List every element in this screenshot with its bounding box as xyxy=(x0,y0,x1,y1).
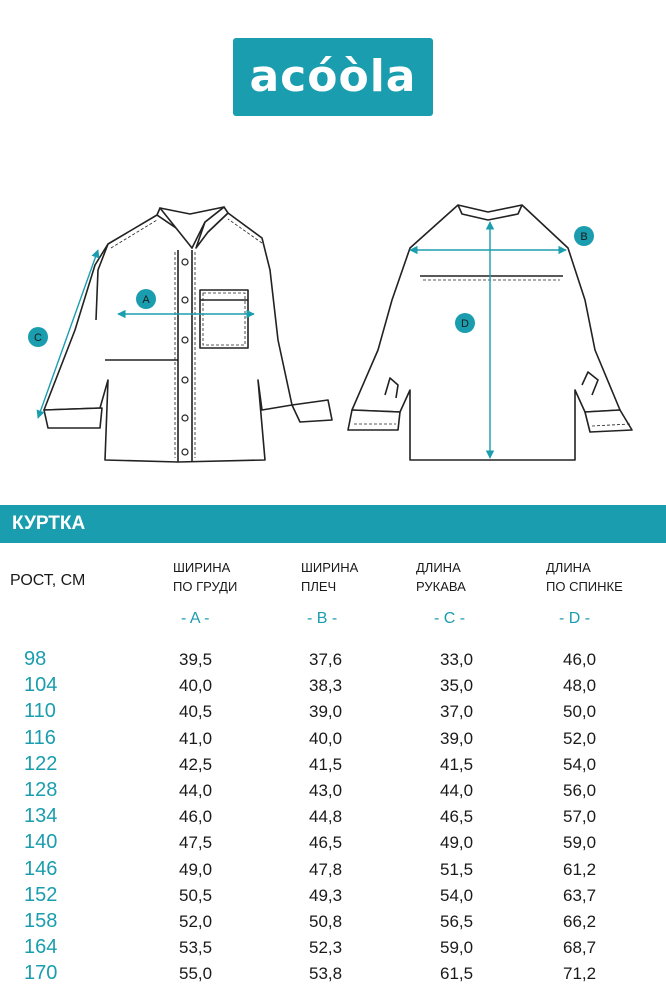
measure-d-value: 63,7 xyxy=(563,885,597,905)
table-row xyxy=(0,779,666,805)
table-row xyxy=(0,674,666,700)
measure-a-value: 46,0 xyxy=(179,807,213,827)
height-value: 116 xyxy=(24,726,56,749)
height-value: 152 xyxy=(24,883,58,906)
measure-c-value: 41,5 xyxy=(440,754,474,774)
measure-d-value: 68,7 xyxy=(563,938,597,958)
marker-d: D xyxy=(461,318,469,330)
measure-b-value: 41,5 xyxy=(309,754,343,774)
table-row xyxy=(0,805,666,831)
column-header-line: РУКАВА xyxy=(416,579,466,594)
height-value: 122 xyxy=(24,752,58,775)
measure-d-value: 66,2 xyxy=(563,912,597,931)
height-value: 146 xyxy=(24,857,58,880)
table-row xyxy=(0,858,666,884)
measure-a-value: 40,5 xyxy=(179,702,213,722)
table-row xyxy=(0,648,666,674)
measure-b-value: 49,3 xyxy=(309,885,343,905)
column-header-line: ПО СПИНКЕ xyxy=(546,579,623,594)
height-value: 110 xyxy=(24,700,56,723)
measure-c-value: 39,0 xyxy=(440,728,474,748)
measure-b-value: 37,6 xyxy=(309,650,343,669)
jacket-front-drawing xyxy=(44,207,332,462)
height-value: 134 xyxy=(24,805,58,828)
row-header: РОСТ, СМ xyxy=(10,572,86,589)
measure-b-value: 52,3 xyxy=(309,938,343,958)
marker-c: C xyxy=(34,332,42,344)
column-header-c xyxy=(416,558,466,596)
column-letter-b: - B - xyxy=(307,610,338,627)
column-header-line: ШИРИНА xyxy=(301,560,359,575)
height-value: 158 xyxy=(24,910,58,932)
table-row xyxy=(0,753,666,779)
measure-b-value: 46,5 xyxy=(309,833,343,853)
measure-d-value: 48,0 xyxy=(563,676,597,696)
measure-a-value: 47,5 xyxy=(179,833,213,853)
measure-a-value: 55,0 xyxy=(179,964,213,984)
column-header-line: ДЛИНА xyxy=(416,560,461,575)
marker-a: A xyxy=(142,294,150,306)
measure-b-value: 47,8 xyxy=(309,859,343,879)
measure-c-value: 61,5 xyxy=(440,964,474,984)
measure-a-value: 52,0 xyxy=(179,912,213,931)
measure-c-value: 49,0 xyxy=(440,833,474,853)
measure-b-value: 53,8 xyxy=(309,964,343,984)
marker-b: B xyxy=(580,231,588,243)
column-header-d xyxy=(546,558,623,596)
measure-b-value: 44,8 xyxy=(309,807,343,827)
measure-d-value: 50,0 xyxy=(563,702,597,722)
measure-d-value: 59,0 xyxy=(563,833,597,853)
measure-b-value: 40,0 xyxy=(309,728,343,748)
measure-c-value: 51,5 xyxy=(440,859,474,879)
height-value: 164 xyxy=(24,936,58,959)
column-header-a xyxy=(173,558,237,596)
table-row xyxy=(0,700,666,726)
measure-b-value: 50,8 xyxy=(309,912,343,931)
measure-a-value: 39,5 xyxy=(179,650,213,669)
table-row xyxy=(0,936,666,962)
measure-d-value: 71,2 xyxy=(563,964,597,984)
column-header-line: ШИРИНА xyxy=(173,560,231,575)
height-value: 140 xyxy=(24,831,58,854)
column-letter-d: - D - xyxy=(559,610,591,627)
measure-b-value: 39,0 xyxy=(309,702,343,722)
height-value: 170 xyxy=(24,962,58,985)
measure-d-value: 56,0 xyxy=(563,781,597,800)
measure-a-value: 42,5 xyxy=(179,754,213,774)
height-value: 98 xyxy=(24,648,47,670)
table-row xyxy=(0,831,666,857)
measure-c-value: 54,0 xyxy=(440,885,474,905)
section-title-band xyxy=(0,505,666,543)
section-title: КУРТКА xyxy=(12,513,86,534)
height-value: 128 xyxy=(24,779,58,801)
jacket-diagram xyxy=(0,180,666,480)
measure-a-value: 53,5 xyxy=(179,938,213,958)
measure-d-value: 61,2 xyxy=(563,859,597,879)
column-letter-c: - C - xyxy=(434,610,466,627)
measure-c-value: 37,0 xyxy=(440,702,474,722)
measure-b-value: 38,3 xyxy=(309,676,343,696)
table-row xyxy=(0,884,666,910)
table-row xyxy=(0,910,666,936)
column-letter-a: - A - xyxy=(181,610,210,627)
logo-text: acóòla xyxy=(249,51,417,102)
measure-d-value: 52,0 xyxy=(563,728,597,748)
measure-a-value: 50,5 xyxy=(179,885,213,905)
measure-a-value: 49,0 xyxy=(179,859,213,879)
measure-c-value: 35,0 xyxy=(440,676,474,696)
measure-c-value: 33,0 xyxy=(440,650,474,669)
column-header-line: ДЛИНА xyxy=(546,560,591,575)
measure-a-value: 41,0 xyxy=(179,728,213,748)
measure-d-value: 46,0 xyxy=(563,650,597,669)
measure-d-value: 54,0 xyxy=(563,754,597,774)
table-row xyxy=(0,962,666,988)
measure-c-value: 44,0 xyxy=(440,781,474,800)
column-header-line: ПО ГРУДИ xyxy=(173,579,238,594)
measure-a-value: 40,0 xyxy=(179,676,213,696)
measure-b-value: 43,0 xyxy=(309,781,343,800)
measure-c-value: 56,5 xyxy=(440,912,474,931)
measure-c-value: 46,5 xyxy=(440,807,474,827)
measure-d-value: 57,0 xyxy=(563,807,597,827)
column-header-b xyxy=(301,558,358,596)
measure-c-value: 59,0 xyxy=(440,938,474,958)
height-value: 104 xyxy=(24,674,58,697)
column-header-line: ПЛЕЧ xyxy=(301,579,337,594)
table-row xyxy=(0,727,666,753)
brand-logo xyxy=(233,38,433,116)
measure-a-value: 44,0 xyxy=(179,781,213,800)
